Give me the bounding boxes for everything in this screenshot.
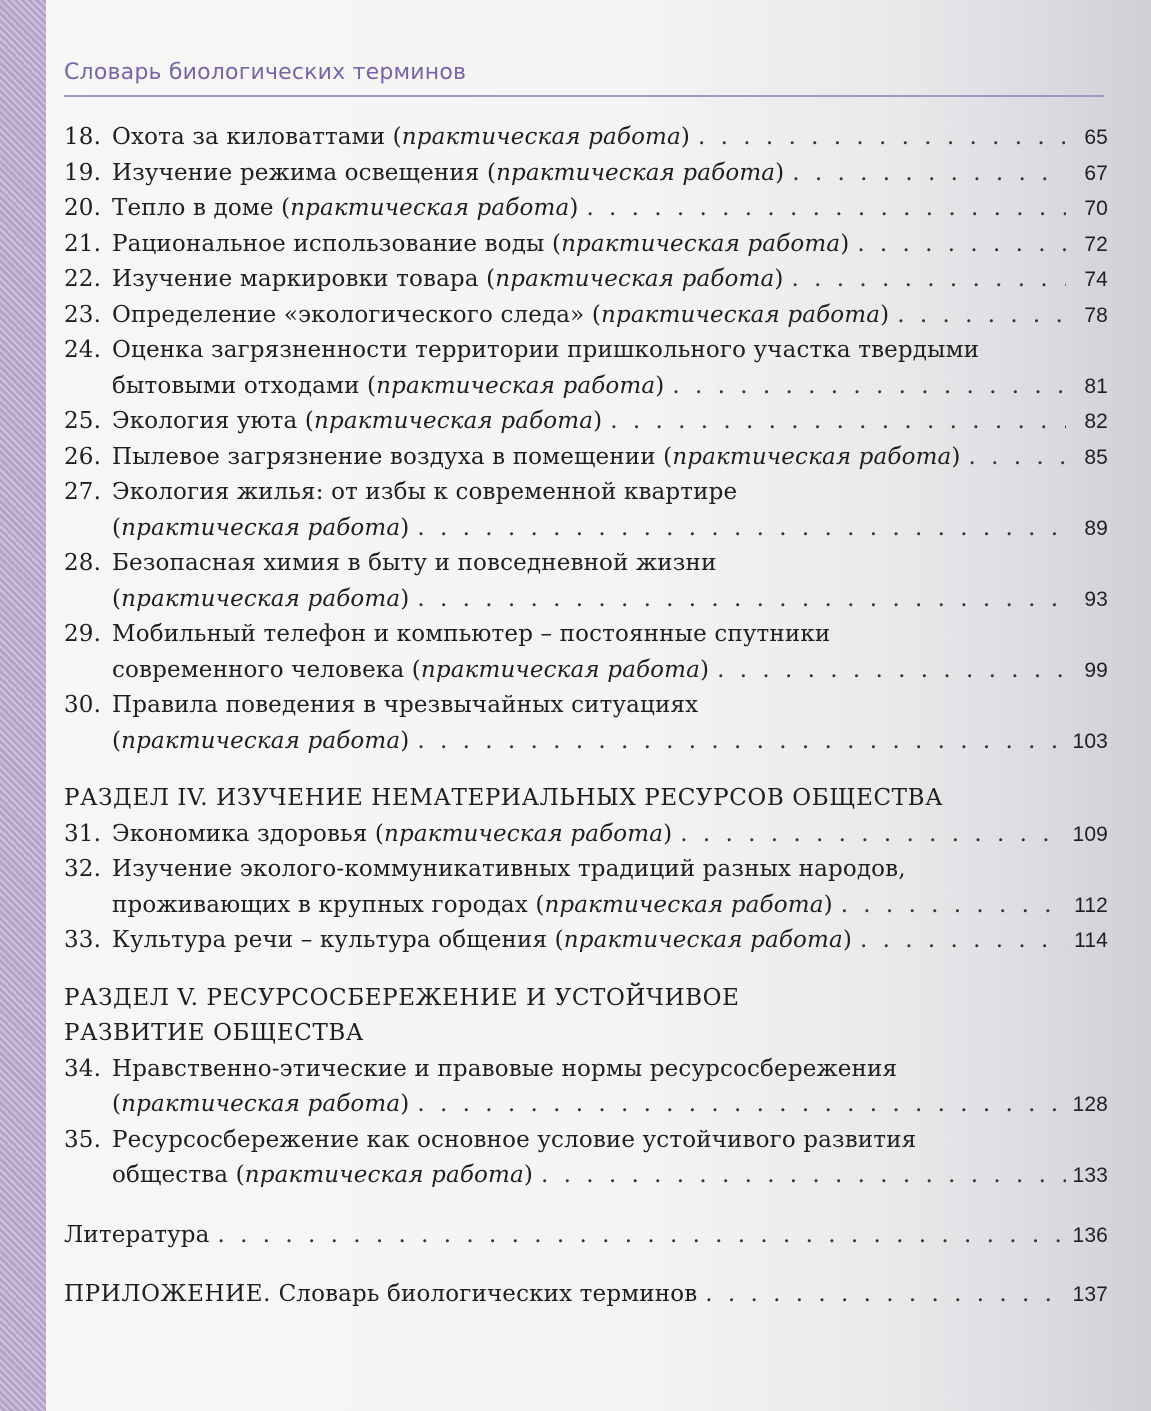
entry-title: Рациональное использование воды (практическая работа) — [112, 230, 850, 257]
entry-number: 30. — [64, 692, 102, 718]
toc-entry — [64, 817, 1108, 853]
toc-entry-line2 — [64, 653, 1108, 689]
entry-title-continued: современного человека (практическая работа) — [112, 656, 710, 683]
dot-leader — [417, 1087, 1066, 1123]
entry-title: Ресурсосбережение как основное условие устойчивого развития — [112, 1126, 917, 1153]
dot-leader — [897, 298, 1066, 334]
dot-leader — [791, 262, 1066, 298]
dot-leader — [705, 1277, 1066, 1313]
entry-title: Мобильный телефон и компьютер – постоянные спутники — [112, 621, 831, 647]
dot-leader — [541, 1158, 1066, 1194]
entry-number: 32. — [64, 856, 102, 882]
entry-title: Определение «экологического следа» (практическая работа) — [112, 301, 890, 328]
entry-title-continued: (практическая работа) — [112, 727, 410, 754]
toc-entry — [64, 404, 1108, 440]
page-number: 114 — [1074, 929, 1108, 952]
entry-number: 28. — [64, 550, 102, 576]
entry-title-continued: (практическая работа) — [112, 514, 410, 541]
page-number: 78 — [1084, 303, 1108, 327]
dot-leader — [969, 440, 1066, 476]
toc-entry-line1 — [64, 546, 1108, 582]
toc-entry-line1 — [64, 1052, 1108, 1088]
page-number: 82 — [1084, 410, 1108, 433]
dot-leader — [792, 156, 1066, 192]
toc-entry-line2 — [64, 582, 1108, 618]
table-of-contents — [64, 120, 1108, 1313]
entry-number: 19. — [64, 159, 102, 186]
toc-entry-line1 — [64, 852, 1108, 888]
dot-leader — [860, 923, 1066, 959]
toc-entry — [64, 191, 1108, 227]
running-header: Словарь биологических терминов — [64, 60, 467, 85]
entry-title: Экология уюта (практическая работа) — [112, 408, 603, 434]
entry-number: 20. — [64, 195, 102, 221]
toc-entry-line1 — [64, 688, 1108, 724]
entry-title: Оценка загрязненности территории пришкольного участка твердыми — [112, 337, 980, 363]
entry-title: Литература — [64, 1221, 210, 1248]
entry-number: 23. — [64, 301, 102, 328]
toc-entry-line1 — [64, 475, 1108, 511]
toc-entry-line2 — [64, 1087, 1108, 1123]
entry-title: ПРИЛОЖЕНИЕ. Словарь биологических терминов — [64, 1281, 698, 1307]
entry-title-continued: (практическая работа) — [112, 1091, 410, 1117]
toc-entry-line2 — [64, 888, 1108, 924]
entry-title: Нравственно-этические и правовые нормы ресурсосбережения — [112, 1055, 898, 1082]
entry-title-continued: общества (практическая работа) — [112, 1162, 533, 1188]
page-number: 103 — [1072, 729, 1108, 753]
toc-entry-line2 — [64, 724, 1108, 760]
page-number: 81 — [1084, 374, 1108, 398]
section-heading-continued: РАЗВИТИЕ ОБЩЕСТВА — [64, 1020, 364, 1046]
entry-number: 33. — [64, 927, 102, 953]
entry-title: Изучение режима освещения (практическая работа) — [112, 159, 785, 186]
dot-leader — [417, 582, 1066, 618]
entry-number: 29. — [64, 621, 102, 647]
dot-leader — [586, 191, 1066, 227]
toc-entry — [64, 262, 1108, 298]
entry-title: Экология жилья: от избы к современной квартире — [112, 479, 738, 505]
entry-number: 27. — [64, 479, 102, 505]
entry-title: Культура речи – культура общения (практическая работа) — [112, 927, 852, 953]
toc-entry — [64, 120, 1108, 156]
page-number: 67 — [1084, 161, 1108, 185]
toc-literature — [64, 1218, 1108, 1254]
dot-leader — [218, 1218, 1067, 1254]
page-number: 99 — [1084, 658, 1108, 682]
toc-entry-line1 — [64, 617, 1108, 653]
entry-title: Охота за киловаттами (практическая работа) — [112, 124, 691, 150]
toc-entry — [64, 156, 1108, 192]
entry-number: 24. — [64, 337, 102, 363]
page-number: 74 — [1084, 268, 1108, 291]
toc-entry — [64, 227, 1108, 263]
page-number: 72 — [1084, 232, 1108, 256]
entry-title: Изучение маркировки товара (практическая работа) — [112, 266, 784, 292]
entry-number: 35. — [64, 1126, 102, 1153]
entry-number: 21. — [64, 230, 102, 257]
entry-title-continued: проживающих в крупных городах (практическая работа) — [112, 891, 833, 918]
page-number: 70 — [1084, 197, 1108, 220]
entry-title: Безопасная химия в быту и повседневной жизни — [112, 550, 717, 576]
entry-number: 18. — [64, 124, 102, 150]
entry-title: Экономика здоровья (практическая работа) — [112, 820, 673, 847]
entry-title: Изучение эколого-коммуникативных традиций разных народов, — [112, 856, 906, 882]
entry-number: 34. — [64, 1055, 102, 1082]
page-number: 109 — [1072, 822, 1108, 846]
entry-number: 22. — [64, 266, 102, 292]
toc-entry-line1 — [64, 333, 1108, 369]
entry-title: Пылевое загрязнение воздуха в помещении (практическая работа) — [112, 443, 961, 470]
entry-number: 26. — [64, 443, 102, 470]
toc-entry — [64, 440, 1108, 476]
page-number: 65 — [1084, 126, 1108, 149]
entry-number: 25. — [64, 408, 102, 434]
section-heading: РАЗДЕЛ V. РЕСУРСОСБЕРЕЖЕНИЕ И УСТОЙЧИВОЕ — [64, 984, 740, 1011]
dot-leader — [672, 369, 1066, 405]
dot-leader — [857, 227, 1066, 263]
dot-leader — [610, 404, 1066, 440]
dot-leader — [841, 888, 1066, 924]
toc-entry — [64, 923, 1108, 959]
toc-entry — [64, 298, 1108, 334]
dot-leader — [680, 817, 1066, 853]
entry-title-continued: (практическая работа) — [112, 585, 410, 612]
page-number: 89 — [1084, 516, 1108, 540]
page-number: 137 — [1072, 1283, 1108, 1306]
page-number: 85 — [1084, 445, 1108, 469]
page-number: 112 — [1074, 893, 1108, 917]
toc-entry-line1 — [64, 1123, 1108, 1159]
page-number: 136 — [1072, 1223, 1108, 1247]
page-number: 128 — [1072, 1093, 1108, 1116]
dot-leader — [698, 120, 1066, 156]
header-rule — [64, 95, 1104, 97]
entry-title-continued: бытовыми отходами (практическая работа) — [112, 372, 665, 399]
dot-leader — [417, 511, 1066, 547]
dot-leader — [717, 653, 1066, 689]
entry-title: Тепло в доме (практическая работа) — [112, 195, 579, 221]
section-heading: РАЗДЕЛ IV. ИЗУЧЕНИЕ НЕМАТЕРИАЛЬНЫХ РЕСУРСОВ ОБЩЕСТВА — [64, 785, 944, 811]
toc-entry-line2 — [64, 1158, 1108, 1194]
toc-entry-line2 — [64, 511, 1108, 547]
entry-title: Правила поведения в чрезвычайных ситуациях — [112, 692, 699, 718]
page-number: 93 — [1084, 587, 1108, 611]
toc-appendix — [64, 1277, 1108, 1313]
dot-leader — [417, 724, 1066, 760]
toc-entry-line2 — [64, 369, 1108, 405]
entry-number: 31. — [64, 820, 102, 847]
page-number: 133 — [1072, 1164, 1108, 1187]
page-edge-band — [0, 0, 46, 1411]
